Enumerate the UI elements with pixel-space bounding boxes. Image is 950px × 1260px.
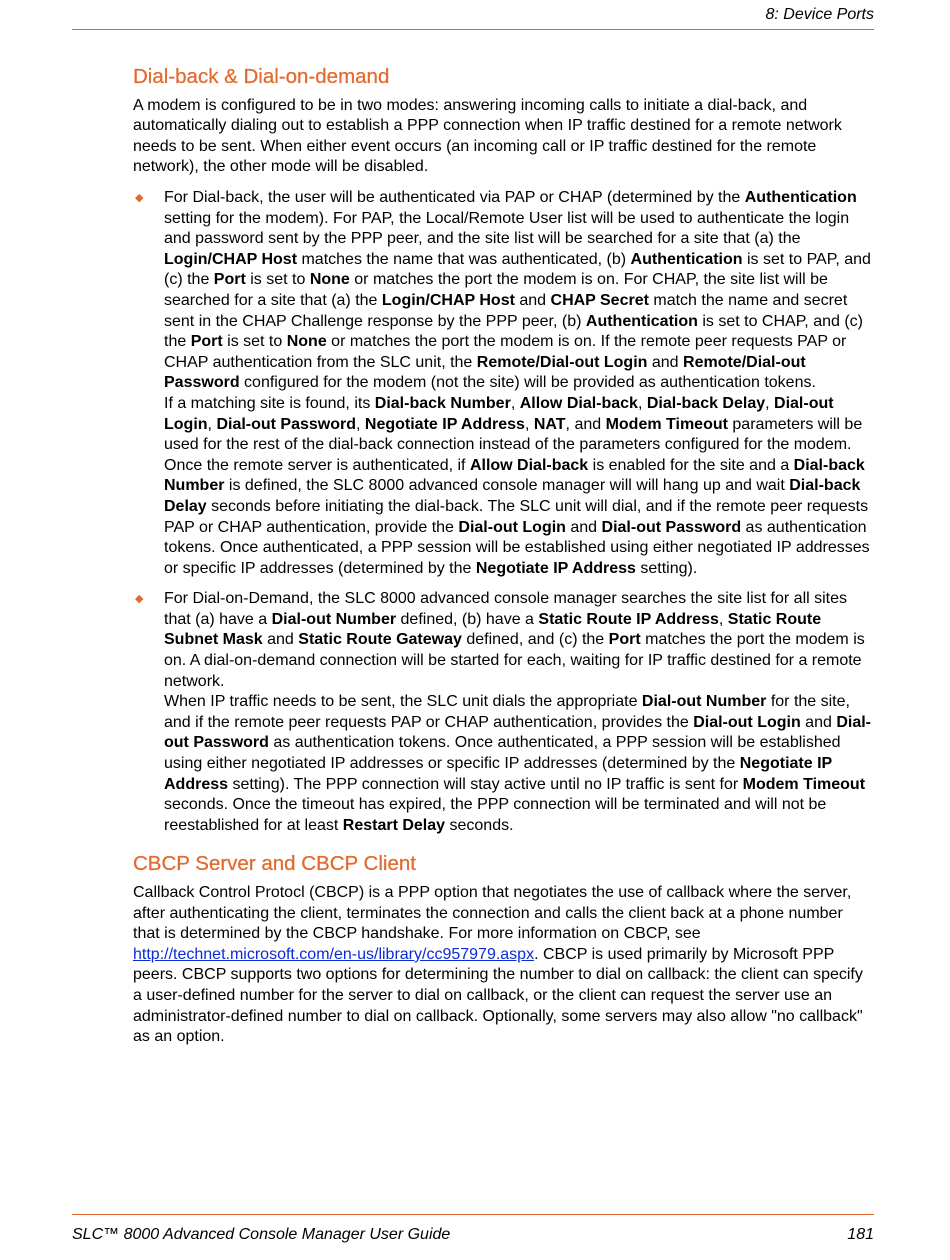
bold-term: Login/CHAP Host: [164, 250, 298, 268]
header-rule: [72, 29, 874, 30]
text-run: ,: [207, 415, 217, 433]
bold-term: Dial-out Password: [164, 713, 871, 752]
cbcp-paragraph: [133, 883, 873, 1048]
bullet-content: [164, 589, 873, 836]
text-run: or matches the port the modem is on. For CHAP, the site list will be searched for a site that (a) the: [164, 271, 828, 309]
bold-term: Dial-out Password: [216, 415, 357, 433]
bold-term: Allow Dial-back: [519, 394, 638, 412]
cbcp-section: [133, 851, 873, 1047]
text-run: is set to: [245, 271, 310, 289]
bold-term: Login/CHAP Host: [381, 291, 515, 309]
text-run: ,: [765, 394, 775, 412]
text-run: setting).: [635, 559, 698, 577]
bold-term: Allow Dial-back: [469, 456, 589, 474]
bold-term: None: [309, 271, 350, 289]
bold-term: Modem Timeout: [605, 415, 728, 433]
bold-term: Remote/Dial-out Password: [164, 353, 806, 392]
bullet-paragraph: [164, 692, 873, 836]
bold-term: Dial-out Login: [693, 713, 801, 731]
bold-term: Port: [190, 333, 223, 351]
text-run: If a matching site is found, its: [164, 394, 375, 412]
text-run: is enabled for the site and a: [588, 456, 794, 474]
bold-term: Remote/Dial-out Login: [476, 353, 648, 371]
text-run: ,: [637, 394, 647, 412]
text-run: match the name and secret sent in the CHAP Challenge response by the PPP peer, (b): [164, 291, 848, 330]
bullet-paragraph: [164, 188, 873, 394]
section-title-cbcp: CBCP Server and CBCP Client: [133, 852, 416, 876]
text-run: For Dial-back, the user will be authenticated via PAP or CHAP (determined by the: [164, 189, 745, 206]
footer-guide-title: SLC™ 8000 Advanced Console Manager User Guide: [72, 1226, 451, 1243]
bold-term: CHAP Secret: [550, 291, 649, 309]
text-run: and: [647, 353, 684, 371]
text-run: When IP traffic needs to be sent, the SLC unit dials the appropriate: [164, 693, 642, 711]
text-run: ,: [356, 415, 365, 433]
diamond-bullet-icon: ◆: [135, 593, 144, 606]
text-run: matches the name that was authenticated, (b): [297, 250, 631, 268]
text-run: is set to CHAP, and (c) the: [164, 312, 863, 351]
diamond-bullet-icon: ◆: [135, 192, 144, 204]
bullet-list: [133, 188, 873, 836]
page-footer: [72, 1226, 874, 1244]
cbcp-text-before-link: Callback Control Protocl (CBCP) is a PPP option that negotiates the use of callback where the server, after authenticating the client, terminates the connection and calls the client back at a phone number that is determined by the CBCP handshake. For more information on CBCP, see: [133, 884, 852, 943]
bold-term: Restart Delay: [342, 816, 446, 834]
footer-rule: [72, 1214, 874, 1215]
bold-term: Authentication: [630, 250, 743, 268]
text-run: configured for the modem (not the site) will be provided as authentication tokens.: [239, 374, 816, 392]
chapter-header: 8: Device Ports: [765, 6, 874, 23]
bold-term: Dial-out Login: [458, 518, 566, 536]
text-run: matches the port the modem is on. A dial-on-demand connection will be started for each, waiting for IP traffic destined for a remote network.: [164, 631, 865, 690]
text-run: ,: [718, 610, 728, 628]
text-run: and: [514, 291, 551, 309]
text-run: and: [565, 518, 602, 536]
bullet-content: [164, 188, 873, 579]
bold-term: Authentication: [585, 312, 698, 330]
bullet-item-dial-back: [133, 188, 873, 579]
bullet-paragraph: [164, 589, 873, 692]
bold-term: Negotiate IP Address: [475, 559, 636, 577]
bold-term: Dial-out Number: [641, 693, 767, 711]
bold-term: Port: [608, 631, 641, 649]
text-run: defined, (b) have a: [396, 610, 539, 628]
text-run: as authentication tokens. Once authenticated, a PPP session will be established using either negotiated IP addresses or specific IP addresses (determined by the: [164, 734, 841, 773]
text-run: as authentication tokens. Once authenticated, a PPP session will be established using either negotiated IP addresses or specific IP addresses (determined by the: [164, 518, 870, 577]
bold-term: Port: [213, 271, 246, 289]
bold-term: Modem Timeout: [742, 775, 866, 793]
cbcp-microsoft-link[interactable]: http://technet.microsoft.com/en-us/library/cc957979.aspx: [133, 945, 535, 963]
text-run: For Dial-on-Demand, the SLC 8000 advanced console manager searches the site list for all sites that (a) have a: [164, 590, 848, 628]
bold-term: Dial-out Login: [164, 394, 834, 433]
text-run: setting). The PPP connection will stay active until no IP traffic is sent for: [228, 775, 743, 793]
bold-term: Dial-back Delay: [164, 477, 861, 515]
text-run: seconds. Once the timeout has expired, the PPP connection will be terminated and will not be reestablished for at least: [164, 796, 827, 834]
text-run: for the site, and if the remote peer requests PAP or CHAP authentication, provides the: [164, 693, 850, 731]
text-run: is set to PAP, and (c) the: [164, 250, 871, 289]
text-run: ,: [510, 394, 520, 412]
text-run: seconds.: [445, 816, 514, 834]
bold-term: Static Route IP Address: [538, 610, 719, 628]
text-run: parameters will be used for the rest of the dial-back connection instead of the parameters configured for the modem. Once the remote server is authenticated, if: [164, 415, 863, 474]
text-run: seconds before initiating the dial-back. The SLC unit will dial, and if the remote peer requests PAP or CHAP authentication, provide the: [164, 497, 869, 536]
text-run: ,: [524, 415, 534, 433]
bold-term: Dial-out Number: [271, 610, 397, 628]
bold-term: Static Route Subnet Mask: [164, 610, 822, 649]
text-run: setting for the modem). For PAP, the Local/Remote User list will be used to authenticate the login and password sent by the PPP peer, and the site list will be searched for a site that (a) the: [164, 209, 850, 248]
section-title-dial-back: Dial-back & Dial-on-demand: [133, 65, 390, 88]
bold-term: Negotiate IP Address: [164, 755, 832, 793]
bold-term: NAT: [533, 415, 566, 433]
text-run: or matches the port the modem is on. If the remote peer requests PAP or CHAP authentication from the SLC unit, the: [164, 333, 847, 371]
bold-term: Negotiate IP Address: [364, 415, 525, 433]
text-run: is defined, the SLC 8000 advanced console manager will will hang up and wait: [224, 477, 790, 495]
text-run: and: [800, 713, 837, 731]
bold-term: Dial-back Number: [374, 394, 511, 412]
bullet-item-dial-on-demand: [133, 589, 873, 836]
bold-term: Authentication: [744, 189, 857, 206]
text-run: , and: [565, 415, 606, 433]
bold-term: Dial-back Delay: [646, 394, 766, 412]
bold-term: Dial-out Password: [601, 518, 742, 536]
bold-term: Dial-back Number: [164, 456, 865, 495]
text-run: and: [262, 631, 299, 649]
page-content: [133, 64, 873, 1048]
cbcp-text-after-link: . CBCP is used primarily by Microsoft PPP peers. CBCP supports two options for determining the number to dial on callback: the client can specify a user-defined number for the server to dial on callback, or the client can request the server use an administrator-defined number to dial on callback. Optionally, some servers may also allow "no callback" as an option.: [133, 945, 863, 1046]
text-run: is set to: [222, 333, 287, 351]
text-run: defined, and (c) the: [461, 631, 609, 649]
section-intro-paragraph: A modem is configured to be in two modes: answering incoming calls to initiate a dial-back, and automatically dialing out to establish a PPP connection when IP traffic destined for a remote network needs to be sent. When either event occurs (an incoming call or IP traffic destined for the remote network), the other mode will be disabled.: [133, 96, 842, 176]
bullet-paragraph: [164, 394, 873, 579]
footer-page-number: 181: [847, 1226, 874, 1243]
bold-term: Static Route Gateway: [298, 631, 462, 649]
bold-term: None: [286, 333, 327, 351]
